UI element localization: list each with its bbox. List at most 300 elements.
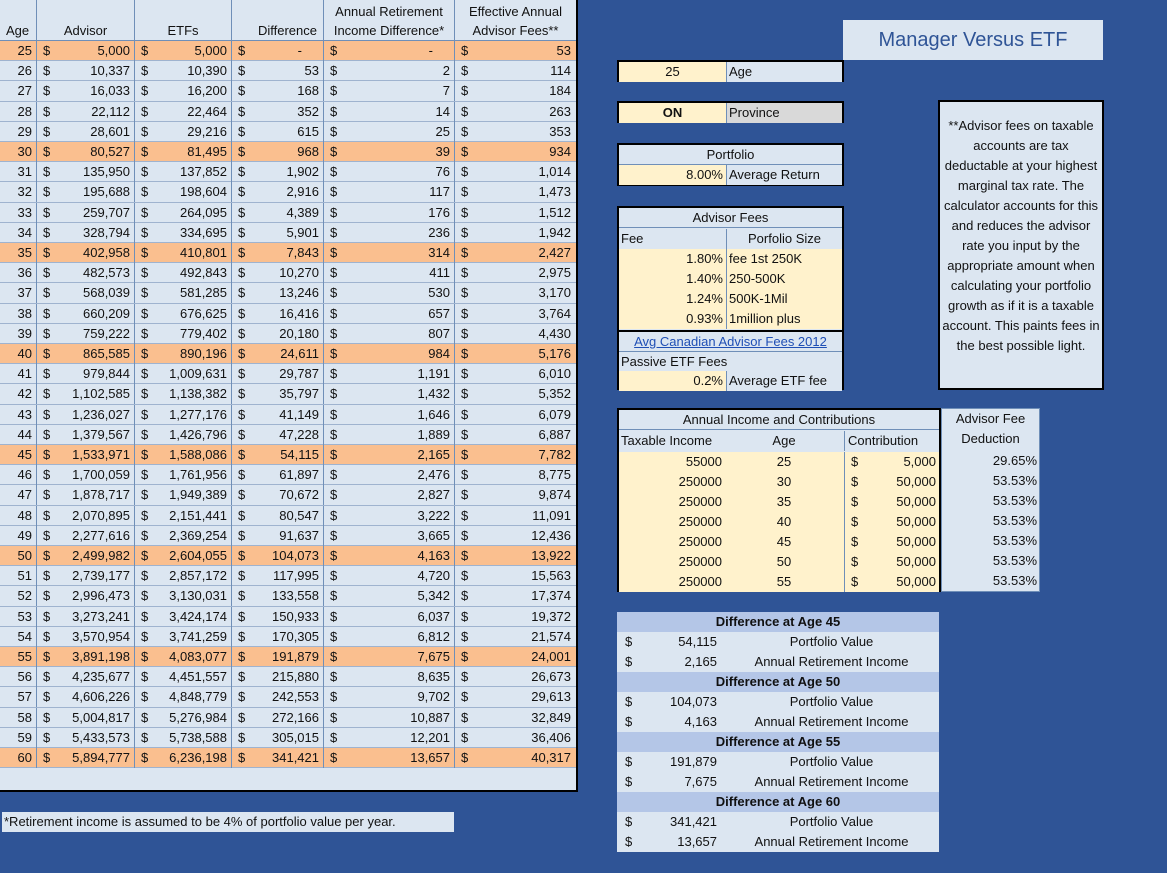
currency-symbol: $ [330, 669, 338, 685]
advisor-fees-cell: 5,176 [538, 346, 571, 361]
difference-cell: 117,995 [272, 568, 319, 584]
etf-fee-label: Average ETF fee [726, 371, 842, 391]
contribution-input[interactable]: 50,000 [844, 472, 939, 492]
difference-cell: 53 [304, 63, 319, 79]
income-difference-cell: 1,432 [417, 386, 450, 402]
table-row [0, 102, 576, 122]
income-difference-cell: 4,720 [417, 568, 450, 584]
currency-symbol: $ [43, 750, 51, 765]
age-cell: 27 [17, 83, 32, 99]
etf-value-cell: 1,138,382 [169, 386, 227, 402]
age-cell: 49 [17, 527, 32, 543]
difference-cell: 80,547 [279, 507, 319, 523]
table-row [0, 485, 576, 505]
etf-value-cell: 6,236,198 [169, 750, 227, 765]
fee-rate-input[interactable]: 1.24% [619, 289, 726, 309]
currency-symbol: $ [238, 467, 246, 483]
fee-rate-input[interactable]: 1.40% [619, 269, 726, 289]
taxable-income-input[interactable]: 250000 [619, 572, 724, 592]
currency-symbol: $ [330, 750, 338, 765]
advisor-fees-cell: 3,170 [538, 285, 571, 301]
portfolio-size-tier: 250-500K [726, 269, 842, 289]
advisor-value-cell: 3,570,954 [72, 628, 130, 644]
currency-symbol: $ [238, 527, 246, 543]
currency-symbol: $ [238, 608, 246, 624]
advisor-value-cell: 1,533,971 [72, 447, 130, 462]
contribution-age-input[interactable]: 40 [724, 512, 844, 532]
contribution-input[interactable]: 50,000 [844, 532, 939, 552]
age-cell: 48 [17, 507, 32, 523]
table-row [0, 162, 576, 182]
advisor-value-cell: 22,112 [91, 103, 130, 119]
etf-value-cell: 16,200 [187, 83, 227, 99]
currency-symbol: $ [238, 285, 246, 301]
difference-cell: 47,228 [279, 426, 319, 442]
contribution-age-input[interactable]: 30 [724, 472, 844, 492]
currency-symbol: $ [330, 204, 338, 220]
income-difference-cell: 1,191 [417, 366, 450, 382]
taxable-income-input[interactable]: 250000 [619, 492, 724, 512]
average-return-input[interactable]: 8.00% [619, 165, 726, 185]
contribution-column-header: Contribution [844, 431, 939, 451]
contribution-input[interactable]: 50,000 [844, 512, 939, 532]
portfolio-size-tier: fee 1st 250K [726, 249, 842, 269]
currency-symbol: $ [461, 224, 469, 240]
header-income-difference-line1: Annual Retirement [335, 4, 443, 19]
currency-symbol: $ [238, 649, 246, 664]
income-difference-cell: 117 [429, 184, 450, 200]
currency-symbol: $ [43, 63, 51, 79]
currency-symbol: $ [238, 144, 246, 159]
age-cell: 31 [17, 164, 32, 180]
etf-value-cell: 1,588,086 [169, 447, 227, 462]
advisor-fees-cell: 8,775 [538, 467, 571, 483]
currency-symbol: $ [461, 245, 469, 260]
currency-symbol: $ [330, 285, 338, 301]
currency-symbol: $ [330, 568, 338, 584]
currency-symbol: $ [43, 305, 51, 321]
advisor-value-cell: 4,235,677 [72, 669, 130, 685]
currency-symbol: $ [141, 224, 149, 240]
fee-deduction-value: 53.53% [992, 573, 1037, 588]
currency-symbol: $ [43, 729, 51, 745]
table-row [0, 546, 576, 566]
age-cell: 38 [17, 305, 32, 321]
difference-cell: 150,933 [272, 608, 319, 624]
currency-symbol: $ [461, 366, 469, 382]
summary-group-title: Difference at Age 60 [617, 792, 939, 812]
table-row [0, 203, 576, 223]
table-row [0, 364, 576, 384]
currency-symbol: $ [238, 83, 246, 99]
table-row [0, 607, 576, 627]
difference-cell: 5,901 [286, 224, 319, 240]
table-row [0, 708, 576, 728]
income-difference-cell: 13,657 [410, 750, 450, 765]
table-row [0, 728, 576, 748]
etf-value-cell: 2,369,254 [169, 527, 227, 543]
income-difference-cell: 5,342 [417, 588, 450, 604]
etf-value-cell: 1,761,956 [169, 467, 227, 483]
advisor-fees-cell: 353 [549, 123, 571, 139]
income-difference-cell: 6,037 [417, 608, 450, 624]
currency-symbol: $ [238, 325, 246, 341]
currency-symbol: $ [141, 83, 149, 99]
contribution-age-input[interactable]: 50 [724, 552, 844, 572]
income-difference-cell: 12,201 [410, 729, 450, 745]
income-difference-cell: 7 [442, 83, 450, 99]
currency-symbol: $ [330, 608, 338, 624]
currency-symbol: $ [141, 669, 149, 685]
age-cell: 32 [17, 184, 32, 200]
currency-symbol: $ [141, 568, 149, 584]
contribution-age-input[interactable]: 55 [724, 572, 844, 592]
income-difference-cell: 984 [428, 346, 450, 361]
contribution-input[interactable]: 50,000 [844, 552, 939, 572]
fee-deduction-value: 29.65% [992, 453, 1037, 468]
income-difference-cell: 314 [428, 245, 450, 260]
header-advisor-fees-line1: Effective Annual [469, 4, 562, 19]
age-cell: 42 [17, 386, 32, 402]
advisor-fees-cell: 1,473 [538, 184, 571, 200]
currency-symbol: $ [238, 366, 246, 382]
currency-symbol: $ [141, 487, 149, 503]
advisor-value-cell: 660,209 [83, 305, 130, 321]
province-label: Province [726, 103, 842, 123]
currency-symbol: $ [238, 426, 246, 442]
contribution-input[interactable]: 50,000 [844, 572, 939, 592]
difference-cell: 1,902 [286, 164, 319, 180]
currency-symbol: $ [330, 63, 338, 79]
etf-value-cell: 4,451,557 [169, 669, 227, 685]
currency-symbol: $ [43, 447, 51, 462]
currency-symbol: $ [330, 507, 338, 523]
age-cell: 37 [17, 285, 32, 301]
age-cell: 33 [17, 204, 32, 220]
etf-fee-input[interactable]: 0.2% [619, 371, 726, 391]
currency-symbol: $ [851, 554, 859, 569]
contribution-age-input[interactable]: 45 [724, 532, 844, 552]
table-row [0, 263, 576, 283]
advisor-value-cell: 759,222 [83, 325, 130, 341]
currency-symbol: $ [141, 164, 149, 180]
currency-symbol: $ [141, 709, 149, 725]
difference-cell: 29,787 [279, 366, 319, 382]
advisor-value-cell: 2,739,177 [72, 568, 130, 584]
etf-value-cell: 22,464 [187, 103, 227, 119]
currency-symbol: $ [238, 164, 246, 180]
etf-value-cell: 410,801 [180, 245, 227, 260]
income-difference-cell: 2,165 [417, 447, 450, 462]
difference-cell: 341,421 [272, 750, 319, 765]
advisor-fees-cell: 36,406 [531, 729, 571, 745]
difference-cell: 10,270 [279, 265, 319, 281]
table-row [0, 748, 576, 768]
currency-symbol: $ [461, 325, 469, 341]
currency-symbol: $ [43, 43, 51, 58]
currency-symbol: $ [43, 487, 51, 503]
difference-cell: 133,558 [272, 588, 319, 604]
retirement-income-value: 7,675 [684, 774, 717, 789]
currency-symbol: $ [141, 467, 149, 483]
currency-symbol: $ [238, 245, 246, 260]
taxable-income-input[interactable]: 250000 [619, 532, 724, 552]
currency-symbol: $ [141, 750, 149, 765]
currency-symbol: $ [43, 669, 51, 685]
currency-symbol: $ [625, 694, 633, 709]
currency-symbol: $ [461, 689, 469, 705]
table-row [0, 445, 576, 465]
etf-value-cell: 676,625 [180, 305, 227, 321]
table-row [0, 586, 576, 606]
currency-symbol: $ [141, 426, 149, 442]
advisor-value-cell: 1,102,585 [72, 386, 130, 402]
currency-symbol: $ [461, 63, 469, 79]
fee-rate-input[interactable]: 1.80% [619, 249, 726, 269]
table-row [0, 506, 576, 526]
advisor-fees-cell: 9,874 [538, 487, 571, 503]
income-difference-cell: 1,889 [417, 426, 450, 442]
advisor-fees-cell: 1,014 [538, 164, 571, 180]
currency-symbol: $ [238, 729, 246, 745]
advisor-value-cell: 1,379,567 [72, 426, 130, 442]
currency-symbol: $ [238, 709, 246, 725]
currency-symbol: $ [625, 654, 633, 669]
portfolio-value-value: 341,421 [670, 814, 717, 829]
advisor-value-cell: 4,606,226 [72, 689, 130, 705]
currency-symbol: $ [330, 123, 338, 139]
table-row [0, 647, 576, 667]
currency-symbol: $ [238, 204, 246, 220]
currency-symbol: $ [141, 588, 149, 604]
retirement-income-label: Annual Retirement Income [754, 714, 909, 729]
etf-value-cell: 890,196 [180, 346, 227, 361]
age-cell: 36 [17, 265, 32, 281]
currency-symbol: $ [238, 588, 246, 604]
currency-symbol: $ [330, 628, 338, 644]
currency-symbol: $ [330, 184, 338, 200]
difference-cell: 352 [297, 103, 319, 119]
currency-symbol: $ [141, 43, 149, 58]
difference-cell: 170,305 [272, 628, 319, 644]
currency-symbol: $ [238, 568, 246, 584]
advisor-fees-cell: 21,574 [531, 628, 571, 644]
difference-cell: 24,611 [280, 346, 319, 361]
advisor-value-cell: 1,700,059 [72, 467, 130, 483]
etf-value-cell: 10,390 [187, 63, 227, 79]
etf-value-cell: 137,852 [180, 164, 227, 180]
advisor-fees-cell: 3,764 [538, 305, 571, 321]
currency-symbol: $ [141, 285, 149, 301]
fee-deduction-header-line1: Advisor Fee [955, 411, 1026, 426]
income-difference-cell: 8,635 [417, 669, 450, 685]
currency-symbol: $ [330, 467, 338, 483]
advisor-fees-cell: 6,079 [538, 406, 571, 422]
advisor-fees-block [617, 206, 844, 390]
taxable-income-input[interactable]: 250000 [619, 552, 724, 572]
currency-symbol: $ [330, 43, 338, 58]
summary-group-title: Difference at Age 50 [617, 672, 939, 692]
province-select[interactable]: ON [619, 103, 726, 123]
portfolio-value-value: 104,073 [670, 694, 717, 709]
currency-symbol: $ [625, 814, 633, 829]
retirement-income-label: Annual Retirement Income [754, 774, 909, 789]
header-income-difference-line2: Income Difference* [333, 23, 445, 38]
currency-symbol: $ [461, 204, 469, 220]
table-row [0, 324, 576, 344]
advisor-fees-cell: 184 [549, 83, 571, 99]
currency-symbol: $ [141, 63, 149, 79]
taxable-income-input[interactable]: 250000 [619, 472, 724, 492]
advisor-value-cell: 135,950 [83, 164, 130, 180]
advisor-value-cell: 5,000 [97, 43, 130, 58]
contribution-age-input[interactable]: 25 [724, 452, 844, 472]
age-cell: 55 [17, 649, 32, 664]
currency-symbol: $ [141, 548, 149, 563]
currency-symbol: $ [238, 750, 246, 765]
currency-symbol: $ [461, 103, 469, 119]
advisor-value-cell: 2,499,982 [72, 548, 130, 563]
difference-cell: 615 [297, 123, 319, 139]
currency-symbol: $ [330, 224, 338, 240]
age-cell: 43 [17, 406, 32, 422]
fee-deduction-header-line2: Deduction [961, 431, 1020, 446]
advisor-fees-cell: 114 [550, 63, 571, 79]
income-difference-cell: - [428, 43, 433, 58]
table-row [0, 142, 576, 162]
age-cell: 50 [17, 548, 32, 563]
advisor-value-cell: 979,844 [83, 366, 130, 382]
advisor-fees-cell: 6,010 [538, 366, 571, 382]
currency-symbol: $ [43, 204, 51, 220]
contribution-input[interactable]: 5,000 [844, 452, 939, 472]
currency-symbol: $ [238, 184, 246, 200]
currency-symbol: $ [851, 514, 859, 529]
currency-symbol: $ [330, 406, 338, 422]
age-cell: 52 [17, 588, 32, 604]
advisor-value-cell: 3,273,241 [72, 608, 130, 624]
table-row [0, 81, 576, 101]
currency-symbol: $ [43, 245, 51, 260]
table-row [0, 384, 576, 404]
difference-cell: - [297, 43, 302, 58]
advisor-fees-cell: 19,372 [531, 608, 571, 624]
difference-cell: 20,180 [279, 325, 319, 341]
currency-symbol: $ [461, 386, 469, 402]
retirement-income-value: 13,657 [677, 834, 717, 849]
advisor-value-cell: 5,433,573 [72, 729, 130, 745]
currency-symbol: $ [461, 487, 469, 503]
advisor-value-cell: 482,573 [83, 265, 130, 281]
currency-symbol: $ [330, 346, 338, 361]
currency-symbol: $ [461, 649, 469, 664]
advisor-fees-link[interactable]: Avg Canadian Advisor Fees 2012 [634, 334, 827, 349]
currency-symbol: $ [330, 164, 338, 180]
currency-symbol: $ [43, 265, 51, 281]
table-row [0, 627, 576, 647]
etf-value-cell: 4,848,779 [169, 689, 227, 705]
currency-symbol: $ [330, 305, 338, 321]
currency-symbol: $ [141, 245, 149, 260]
etf-value-cell: 492,843 [180, 265, 227, 281]
currency-symbol: $ [43, 608, 51, 624]
portfolio-value-value: 191,879 [670, 754, 717, 769]
advisor-fees-cell: 11,091 [532, 507, 571, 523]
portfolio-value-label: Portfolio Value [789, 694, 874, 709]
currency-symbol: $ [238, 63, 246, 79]
etf-value-cell: 198,604 [180, 184, 227, 200]
etf-value-cell: 2,151,441 [169, 507, 227, 523]
currency-symbol: $ [851, 534, 859, 549]
table-row [0, 243, 576, 263]
currency-symbol: $ [43, 649, 51, 664]
average-return-label: Average Return [726, 165, 842, 185]
income-difference-cell: 530 [428, 285, 450, 301]
currency-symbol: $ [330, 527, 338, 543]
age-input[interactable]: 25 [619, 62, 726, 82]
difference-cell: 35,797 [279, 386, 319, 402]
taxable-income-input[interactable]: 55000 [619, 452, 724, 472]
currency-symbol: $ [461, 588, 469, 604]
difference-cell: 2,916 [286, 184, 319, 200]
table-row [0, 667, 576, 687]
contribution-age-input[interactable]: 35 [724, 492, 844, 512]
currency-symbol: $ [43, 325, 51, 341]
advisor-value-cell: 195,688 [83, 184, 130, 200]
currency-symbol: $ [851, 494, 859, 509]
currency-symbol: $ [461, 406, 469, 422]
currency-symbol: $ [330, 83, 338, 99]
currency-symbol: $ [330, 245, 338, 260]
currency-symbol: $ [851, 474, 859, 489]
fee-deduction-value: 53.53% [992, 493, 1037, 508]
difference-cell: 13,246 [279, 285, 319, 301]
summary-group-title: Difference at Age 45 [617, 612, 939, 632]
etf-value-cell: 1,009,631 [169, 366, 227, 382]
age-cell: 54 [17, 628, 32, 644]
currency-symbol: $ [43, 426, 51, 442]
currency-symbol: $ [141, 608, 149, 624]
currency-symbol: $ [461, 608, 469, 624]
etf-value-cell: 2,857,172 [169, 568, 227, 584]
advisor-fees-cell: 5,352 [538, 386, 571, 402]
taxable-income-input[interactable]: 250000 [619, 512, 724, 532]
advisor-value-cell: 328,794 [83, 224, 130, 240]
age-cell: 60 [17, 750, 32, 765]
currency-symbol: $ [43, 83, 51, 99]
currency-symbol: $ [330, 265, 338, 281]
currency-symbol: $ [330, 487, 338, 503]
currency-symbol: $ [461, 346, 469, 361]
contribution-input[interactable]: 50,000 [844, 492, 939, 512]
currency-symbol: $ [461, 729, 469, 745]
advisor-value-cell: 2,070,895 [72, 507, 130, 523]
header-etfs: ETFs [135, 0, 232, 41]
currency-symbol: $ [238, 487, 246, 503]
age-cell: 40 [17, 346, 32, 361]
fee-rate-input[interactable]: 0.93% [619, 309, 726, 329]
currency-symbol: $ [330, 709, 338, 725]
etf-value-cell: 5,738,588 [169, 729, 227, 745]
advisor-fees-cell: 7,782 [538, 447, 571, 462]
difference-cell: 305,015 [272, 729, 319, 745]
income-difference-cell: 2 [442, 63, 450, 79]
income-difference-cell: 14 [435, 103, 450, 119]
portfolio-block [617, 143, 844, 186]
currency-symbol: $ [43, 689, 51, 705]
currency-symbol: $ [43, 366, 51, 382]
advisor-fees-cell: 1,942 [538, 224, 571, 240]
